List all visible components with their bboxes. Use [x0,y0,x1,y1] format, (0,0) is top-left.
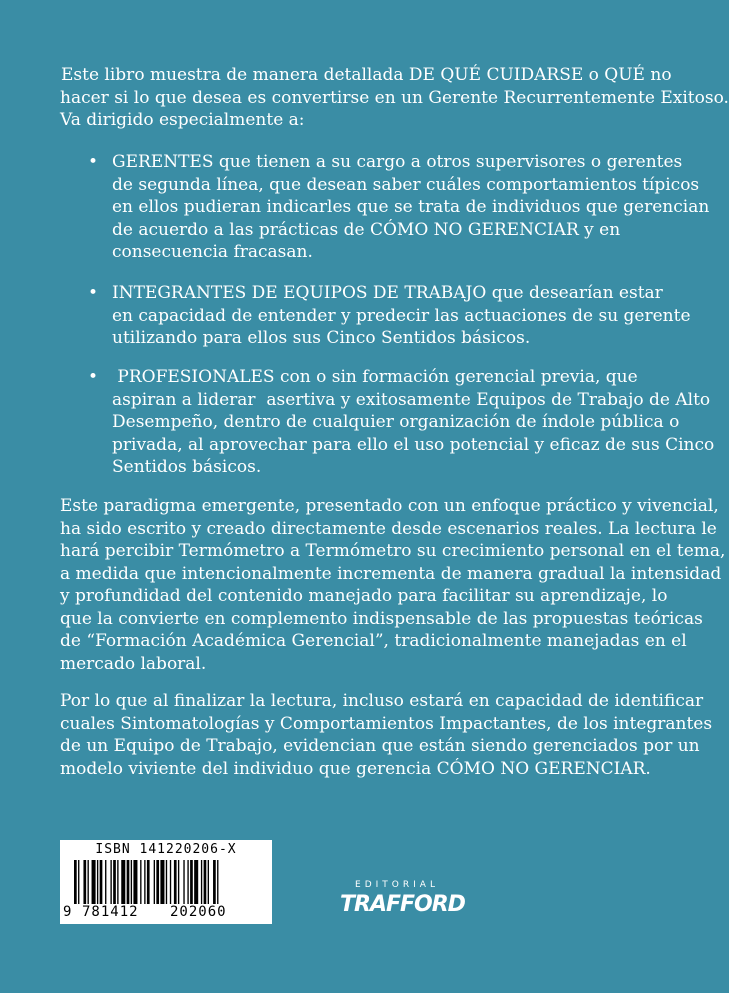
barcode-bar [170,860,171,904]
barcode-bar [194,860,198,904]
text-line: aspiran a liderar asertiva y exitosamente Equipos de Trabajo de Alto [112,389,711,410]
barcode-bar [160,860,164,904]
barcode-bar [204,860,207,904]
bullet-item-gerentes [112,151,709,264]
barcode-bar [208,860,209,904]
barcode-bar [140,860,141,904]
publisher-label-small: EDITORIAL [355,880,439,890]
barcode-bar [217,860,218,904]
text-line: mercado laboral. [60,653,207,674]
publisher-name: TRAFFORD [340,892,465,917]
text-line: Este libro muestra de manera detallada DE QUÉ CUIDARSE o QUÉ no [61,65,672,85]
bullet-marker: • [88,152,99,172]
barcode-bar [154,860,155,904]
text-line: de segunda línea, que desean saber cuáles comportamientos típicos [112,174,700,195]
barcode-bar [78,860,79,904]
bullet-item-integrantes [112,282,691,350]
barcode-bar [105,860,106,904]
barcode-bar [144,860,145,904]
intro-paragraph [61,64,729,132]
barcode-bar [147,860,150,904]
bullet-marker: • [88,367,99,387]
barcode-bar [113,860,116,904]
barcode-bar [127,860,130,904]
text-line: a medida que intencionalmente incrementa de manera gradual la intensidad [60,563,722,584]
barcode-digit-group-left: 781412 [82,904,139,920]
barcode-bar [187,860,188,904]
barcode-bar [213,860,216,904]
bullet-item-profesionales [112,366,714,479]
text-line: que la convierte en complemento indispensable de las propuestas teóricas [60,608,703,629]
text-line: y profundidad del contenido manejado para facilitar su aprendizaje, lo [60,586,668,606]
barcode-bar [190,860,193,904]
barcode-digit-lead: 9 [63,904,72,920]
text-line: de un Equipo de Trabajo, evidencian que están siendo gerenciados por un [60,736,700,756]
closing-paragraph [60,690,712,780]
text-line: hacer si lo que desea es convertirse en un Gerente Recurrentemente Exitoso. [60,87,729,108]
barcode-bar [100,860,103,904]
isbn-label: ISBN 141220206-X [95,842,237,857]
text-line: Sentidos básicos. [112,457,262,477]
text-line: hará percibir Termómetro a Termómetro su crecimiento personal en el tema, [60,541,726,561]
text-line: Desempeño, dentro de cualquier organización de índole pública o [112,412,680,432]
text-line: utilizando para ellos sus Cinco Sentidos básicos. [112,328,531,348]
text-line: en capacidad de entender y predecir las actuaciones de su gerente [112,305,691,326]
text-line: ha sido escrito y creado directamente desde escenarios reales. La lectura le [60,518,717,539]
text-line: cuales Sintomatologías y Comportamientos Impactantes, de los integrantes [60,713,713,734]
barcode-bar [201,860,202,904]
text-line: INTEGRANTES DE EQUIPOS DE TRABAJO que desearían estar [112,283,663,303]
barcode-bar [174,860,177,904]
barcode-digit-group-right: 202060 [170,904,227,920]
barcode-bar [131,860,132,904]
barcode-bar [74,860,77,904]
barcode-bar [166,860,167,904]
barcode-bars [74,860,260,904]
barcode-bar [97,860,98,904]
text-line: de acuerdo a las prácticas de CÓMO NO GERENCIAR y en [112,219,621,240]
barcode-bar [178,860,179,904]
barcode-bar [88,860,89,904]
text-line: de “Formación Académica Gerencial”, tradicionalmente manejadas en el [60,631,687,651]
text-line: privada, al aprovechar para ello el uso potencial y eficaz de sus Cinco [112,434,715,455]
barcode-bar [110,860,111,904]
barcode-bar [156,860,159,904]
publisher-logo [340,880,465,920]
text-line: GERENTES que tienen a su cargo a otros supervisores o gerentes [112,152,683,172]
isbn-barcode [60,840,272,924]
barcode-bar [133,860,137,904]
bullet-marker: • [88,283,99,303]
text-line: en ellos pudieran indicarles que se trata de individuos que gerencian [112,197,710,217]
barcode-bar [117,860,118,904]
barcode-bar [183,860,184,904]
text-line: consecuencia fracasan. [112,242,313,262]
paradigm-paragraph [60,495,725,675]
text-line: PROFESIONALES con o sin formación gerencial previa, que [112,367,638,387]
barcode-bar [121,860,125,904]
barcode-bar [92,860,96,904]
text-line: Por lo que al finalizar la lectura, incluso estará en capacidad de identificar [60,691,704,711]
text-line: Este paradigma emergente, presentado con un enfoque práctico y vivencial, [60,496,719,516]
text-line: modelo viviente del individuo que gerencia CÓMO NO GERENCIAR. [60,758,651,779]
barcode-bar [83,860,86,904]
text-line: Va dirigido especialmente a: [60,110,305,130]
